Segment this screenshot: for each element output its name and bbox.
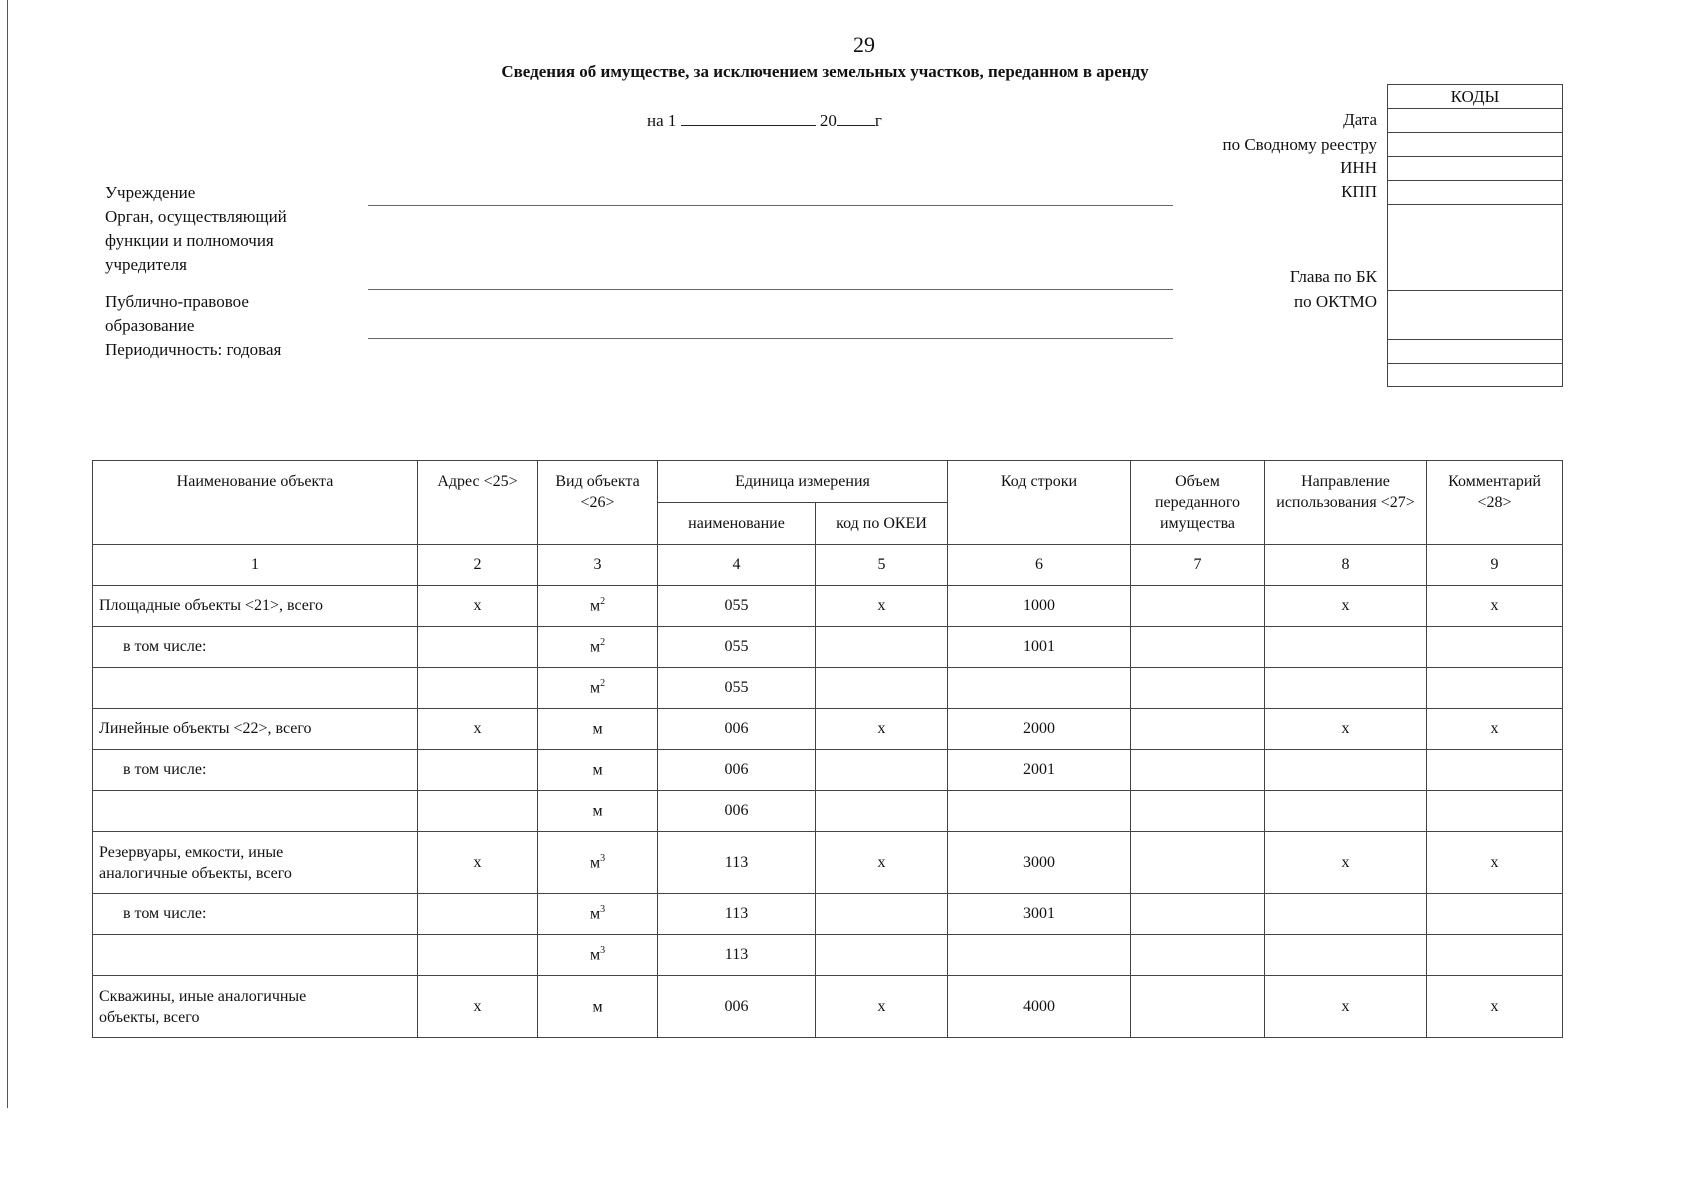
label-founder-2: функции и полномочия xyxy=(105,231,274,250)
row-kind-unit: м xyxy=(589,854,601,872)
label-founder-1: Орган, осуществляющий xyxy=(105,207,287,226)
code-founder[interactable] xyxy=(1388,205,1562,291)
header-unit: Единица измерения xyxy=(658,461,948,503)
row-address: x xyxy=(418,832,538,894)
label-date: Дата xyxy=(1343,110,1377,129)
colnum-9: 9 xyxy=(1427,545,1563,586)
row-kind xyxy=(538,832,658,894)
row-name-line-1: Резервуары, емкости, иные xyxy=(99,843,284,861)
row-volume[interactable] xyxy=(1131,586,1265,627)
date-prefix: на 1 xyxy=(647,111,677,130)
row-address[interactable] xyxy=(418,668,538,709)
row-okei: x xyxy=(816,976,948,1038)
header-name: Наименование объекта xyxy=(93,461,418,545)
row-direction[interactable] xyxy=(1265,894,1427,935)
row-okei xyxy=(816,894,948,935)
colnum-2: 2 xyxy=(418,545,538,586)
row-kind-unit: м xyxy=(589,597,601,615)
row-kind xyxy=(538,586,658,627)
row-okei: x xyxy=(816,709,948,750)
label-inn: ИНН xyxy=(1340,158,1377,177)
document-title: Сведения об имуществе, за исключением земельных участков, переданном в аренду xyxy=(501,62,1149,81)
row-unit-name: 113 xyxy=(658,935,816,976)
row-name: в том числе: xyxy=(93,750,418,791)
row-name-line-2: аналогичные объекты, всего xyxy=(99,864,292,882)
year-suffix: г xyxy=(874,111,882,130)
table-row xyxy=(93,586,1563,627)
row-direction[interactable] xyxy=(1265,668,1427,709)
row-okei xyxy=(816,750,948,791)
row-address[interactable] xyxy=(418,894,538,935)
row-comment: x xyxy=(1427,709,1563,750)
row-kind-unit: м xyxy=(592,802,603,820)
row-comment[interactable] xyxy=(1427,627,1563,668)
code-date[interactable] xyxy=(1388,109,1562,133)
row-direction: x xyxy=(1265,586,1427,627)
row-okei: x xyxy=(816,586,948,627)
row-kind-unit: м xyxy=(589,679,601,697)
row-kind xyxy=(538,668,658,709)
label-public-2: образование xyxy=(105,316,195,335)
row-kind xyxy=(538,791,658,832)
row-name[interactable] xyxy=(93,935,418,976)
row-kind-unit: м xyxy=(589,946,601,964)
colnum-8: 8 xyxy=(1265,545,1427,586)
colnum-1: 1 xyxy=(93,545,418,586)
row-direction: x xyxy=(1265,832,1427,894)
row-unit-name: 006 xyxy=(658,750,816,791)
row-okei xyxy=(816,668,948,709)
row-line-code xyxy=(948,935,1131,976)
date-blank[interactable] xyxy=(681,110,816,126)
label-institution: Учреждение xyxy=(105,183,196,202)
row-line-code xyxy=(948,668,1131,709)
colnum-3: 3 xyxy=(538,545,658,586)
row-unit-name: 055 xyxy=(658,668,816,709)
row-volume[interactable] xyxy=(1131,709,1265,750)
row-address: x xyxy=(418,586,538,627)
row-volume[interactable] xyxy=(1131,832,1265,894)
row-unit-name: 113 xyxy=(658,832,816,894)
row-kind-exp: 2 xyxy=(600,678,606,690)
row-address[interactable] xyxy=(418,935,538,976)
label-oktmo: по ОКТМО xyxy=(1293,292,1377,311)
code-periodicity[interactable] xyxy=(1388,340,1562,364)
row-kind-exp: 3 xyxy=(600,852,606,864)
row-okei: x xyxy=(816,832,948,894)
code-oktmo[interactable] xyxy=(1388,291,1562,340)
property-lease-table xyxy=(92,460,1563,1038)
table-row xyxy=(93,750,1563,791)
row-unit-name: 113 xyxy=(658,894,816,935)
row-comment: x xyxy=(1427,976,1563,1038)
table-row xyxy=(93,668,1563,709)
row-name[interactable] xyxy=(93,668,418,709)
row-kind-unit: м xyxy=(592,998,603,1016)
row-volume[interactable] xyxy=(1131,627,1265,668)
row-name xyxy=(93,976,418,1038)
row-kind-exp: 2 xyxy=(600,596,606,608)
colnum-5: 5 xyxy=(816,545,948,586)
row-name xyxy=(93,832,418,894)
row-direction[interactable] xyxy=(1265,791,1427,832)
header-direction: Направление использования <27> xyxy=(1265,461,1427,545)
header-left-labels xyxy=(105,181,287,277)
founder-fill-line[interactable] xyxy=(368,289,1173,290)
row-line-code: 3000 xyxy=(948,832,1131,894)
public-entity-fill-line[interactable] xyxy=(368,338,1173,339)
row-kind-exp: 3 xyxy=(600,904,606,916)
row-line-code: 2000 xyxy=(948,709,1131,750)
row-volume[interactable] xyxy=(1131,750,1265,791)
table-row xyxy=(93,894,1563,935)
table-row xyxy=(93,976,1563,1038)
header-unit-name: наименование xyxy=(658,503,816,545)
colnum-7: 7 xyxy=(1131,545,1265,586)
table-row xyxy=(93,791,1563,832)
row-line-code: 4000 xyxy=(948,976,1131,1038)
row-kind-unit: м xyxy=(589,905,601,923)
row-comment[interactable] xyxy=(1427,935,1563,976)
label-registry: по Сводному реестру xyxy=(1222,135,1377,154)
row-address[interactable] xyxy=(418,791,538,832)
row-kind xyxy=(538,627,658,668)
header-unit-okei: код по ОКЕИ xyxy=(816,503,948,545)
row-name-line-1: Скважины, иные аналогичные xyxy=(99,987,307,1005)
table-row xyxy=(93,935,1563,976)
row-kind xyxy=(538,935,658,976)
label-kpp: КПП xyxy=(1341,182,1377,201)
column-numbers-row xyxy=(93,545,1563,586)
codes-box xyxy=(1387,84,1563,387)
row-kind-exp: 3 xyxy=(600,945,606,957)
row-name-line-2: объекты, всего xyxy=(99,1008,200,1026)
year-blank[interactable] xyxy=(837,110,875,126)
row-comment[interactable] xyxy=(1427,750,1563,791)
row-name: в том числе: xyxy=(93,894,418,935)
row-comment[interactable] xyxy=(1427,894,1563,935)
row-comment: x xyxy=(1427,586,1563,627)
row-kind-unit: м xyxy=(592,720,603,738)
row-kind xyxy=(538,894,658,935)
row-comment[interactable] xyxy=(1427,668,1563,709)
row-address[interactable] xyxy=(418,627,538,668)
row-direction: x xyxy=(1265,709,1427,750)
colnum-6: 6 xyxy=(948,545,1131,586)
row-direction[interactable] xyxy=(1265,935,1427,976)
row-volume[interactable] xyxy=(1131,791,1265,832)
row-comment[interactable] xyxy=(1427,791,1563,832)
row-address: x xyxy=(418,709,538,750)
row-unit-name: 006 xyxy=(658,976,816,1038)
header-line-code: Код строки xyxy=(948,461,1131,545)
row-kind xyxy=(538,750,658,791)
code-inn[interactable] xyxy=(1388,157,1562,181)
row-name: в том числе: xyxy=(93,627,418,668)
table-row xyxy=(93,627,1563,668)
page-left-edge xyxy=(7,0,8,1108)
row-volume[interactable] xyxy=(1131,894,1265,935)
report-date-line xyxy=(647,110,882,131)
row-line-code xyxy=(948,791,1131,832)
header-comment: Комментарий <28> xyxy=(1427,461,1563,545)
row-name[interactable] xyxy=(93,791,418,832)
row-unit-name: 006 xyxy=(658,791,816,832)
row-kind-unit: м xyxy=(592,761,603,779)
row-okei xyxy=(816,935,948,976)
header-address: Адрес <25> xyxy=(418,461,538,545)
row-line-code: 2001 xyxy=(948,750,1131,791)
label-public-1: Публично-правовое xyxy=(105,292,249,311)
row-direction[interactable] xyxy=(1265,627,1427,668)
institution-fill-line[interactable] xyxy=(368,205,1173,206)
row-unit-name: 055 xyxy=(658,627,816,668)
table-row xyxy=(93,709,1563,750)
row-kind-exp: 2 xyxy=(600,637,606,649)
row-address[interactable] xyxy=(418,750,538,791)
row-direction[interactable] xyxy=(1265,750,1427,791)
row-name: Линейные объекты <22>, всего xyxy=(93,709,418,750)
page-number: 29 xyxy=(853,32,875,57)
row-line-code: 3001 xyxy=(948,894,1131,935)
row-address: x xyxy=(418,976,538,1038)
row-unit-name: 006 xyxy=(658,709,816,750)
label-periodicity: Периодичность: годовая xyxy=(105,340,282,359)
table-row xyxy=(93,832,1563,894)
row-volume[interactable] xyxy=(1131,976,1265,1038)
row-volume[interactable] xyxy=(1131,935,1265,976)
code-kpp[interactable] xyxy=(1388,181,1562,205)
row-line-code: 1000 xyxy=(948,586,1131,627)
row-direction: x xyxy=(1265,976,1427,1038)
label-founder-3: учредителя xyxy=(105,255,187,274)
code-registry[interactable] xyxy=(1388,133,1562,157)
colnum-4: 4 xyxy=(658,545,816,586)
header-volume: Объем переданного имущества xyxy=(1131,461,1265,545)
row-name: Площадные объекты <21>, всего xyxy=(93,586,418,627)
row-okei xyxy=(816,627,948,668)
row-kind-unit: м xyxy=(589,638,601,656)
header-kind: Вид объекта <26> xyxy=(538,461,658,545)
header-left-labels-2 xyxy=(105,290,281,362)
row-volume[interactable] xyxy=(1131,668,1265,709)
label-bk-chapter: Глава по БК xyxy=(1289,267,1377,286)
row-kind xyxy=(538,709,658,750)
year-prefix: 20 xyxy=(819,111,837,130)
codes-title: КОДЫ xyxy=(1388,85,1562,109)
row-comment: x xyxy=(1427,832,1563,894)
row-unit-name: 055 xyxy=(658,586,816,627)
row-okei xyxy=(816,791,948,832)
row-kind xyxy=(538,976,658,1038)
row-line-code: 1001 xyxy=(948,627,1131,668)
